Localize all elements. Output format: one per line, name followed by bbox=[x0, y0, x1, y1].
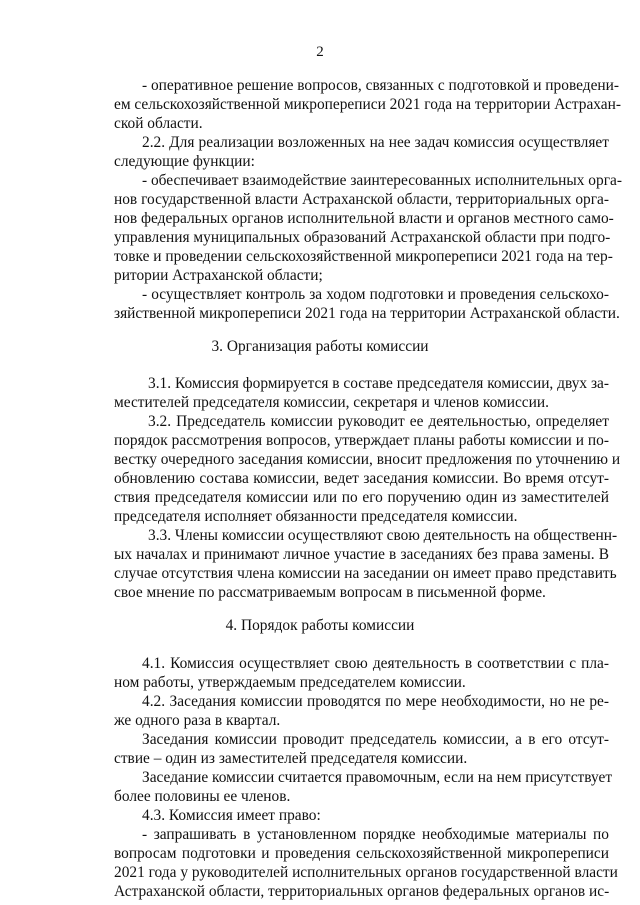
text-line: председателя исполняет обязанности председателя комиссии. bbox=[114, 508, 518, 525]
text-line: 3.1. Комиссия формируется в составе председателя комиссии, двух за- bbox=[148, 375, 609, 392]
text-line: свое мнение по рассматриваемым вопросам в письменной форме. bbox=[114, 584, 546, 601]
text-line: обновлению состава комиссии, ведет заседания комиссии. Во время отсут- bbox=[114, 470, 609, 487]
text-line: - обеспечивает взаимодействие заинтересованных исполнительных орга- bbox=[142, 172, 622, 189]
text-line: - запрашивать в установленном порядке необходимые материалы по bbox=[142, 826, 609, 843]
text-line: 4.1. Комиссия осуществляет свою деятельность в соответствии с пла- bbox=[142, 655, 609, 672]
text-line: же одного раза в квартал. bbox=[114, 712, 281, 729]
text-line: 2.2. Для реализации возложенных на нее задач комиссия осуществляет bbox=[142, 134, 609, 151]
text-line: нов государственной власти Астраханской области, территориальных орга- bbox=[114, 191, 609, 208]
text-line: 3.3. Члены комиссии осуществляют свою деятельность на общественн- bbox=[148, 527, 618, 544]
text-line: Астраханской области, территориальных органов федеральных органов ис- bbox=[114, 883, 610, 900]
text-line: вестку очередного заседания комиссии, вносит предложения по уточнению и bbox=[114, 451, 621, 468]
text-line: управления муниципальных образований Астраханской области при подго- bbox=[114, 229, 611, 246]
text-line: - оперативное решение вопросов, связанных с подготовкой и проведени- bbox=[142, 77, 620, 94]
page-number: 2 bbox=[316, 44, 324, 60]
text-line: ствия председателя комиссии или по его поручению один из заместителей bbox=[114, 489, 609, 506]
text-line: ых началах и принимают личное участие в заседаниях без права замены. В bbox=[114, 546, 609, 563]
section-heading-3: 3. Организация работы комиссии bbox=[211, 338, 429, 355]
text-line: ствие – один из заместителей председателя комиссии. bbox=[114, 750, 468, 767]
text-line: вопросам подготовки и проведения сельскохозяйственной микропереписи bbox=[114, 845, 609, 862]
text-line: 2021 года у руководителей исполнительных органов государственной власти bbox=[114, 864, 618, 881]
text-line: зяйственной микропереписи 2021 года на территории Астраханской области. bbox=[114, 305, 620, 322]
text-line: ритории Астраханской области; bbox=[114, 267, 323, 284]
text-line: более половины ее членов. bbox=[114, 788, 291, 805]
text-line: ном работы, утверждаемым председателем комиссии. bbox=[114, 674, 466, 691]
text-line: Заседания комиссии проводит председатель комиссии, а в его отсут- bbox=[142, 731, 609, 748]
section-heading-4: 4. Порядок работы комиссии bbox=[225, 617, 415, 634]
text-line: Заседание комиссии считается правомочным, если на нем присутствует bbox=[142, 769, 613, 786]
text-line: нов федеральных органов исполнительной власти и органов местного само- bbox=[114, 210, 614, 227]
text-line: порядок рассмотрения вопросов, утверждает планы работы комиссии и по- bbox=[114, 432, 609, 449]
text-line: 4.3. Комиссия имеет право: bbox=[142, 807, 321, 824]
text-line: ской области. bbox=[114, 115, 203, 132]
text-line: следующие функции: bbox=[114, 153, 255, 170]
text-line: ем сельскохозяйственной микропереписи 2021 года на территории Астрахан- bbox=[114, 96, 621, 113]
text-line: - осуществляет контроль за ходом подготовки и проведения сельскохо- bbox=[142, 286, 609, 303]
text-line: 3.2. Председатель комиссии руководит ее деятельностью, определяет bbox=[148, 413, 609, 430]
text-line: 4.2. Заседания комиссии проводятся по мере необходимости, но не ре- bbox=[142, 693, 609, 710]
text-line: товке и проведении сельскохозяйственной микропереписи 2021 года на тер- bbox=[114, 248, 613, 265]
text-line: местителей председателя комиссии, секретаря и членов комиссии. bbox=[114, 394, 549, 411]
text-line: случае отсутствия члена комиссии на заседании он имеет право представить bbox=[114, 565, 617, 582]
